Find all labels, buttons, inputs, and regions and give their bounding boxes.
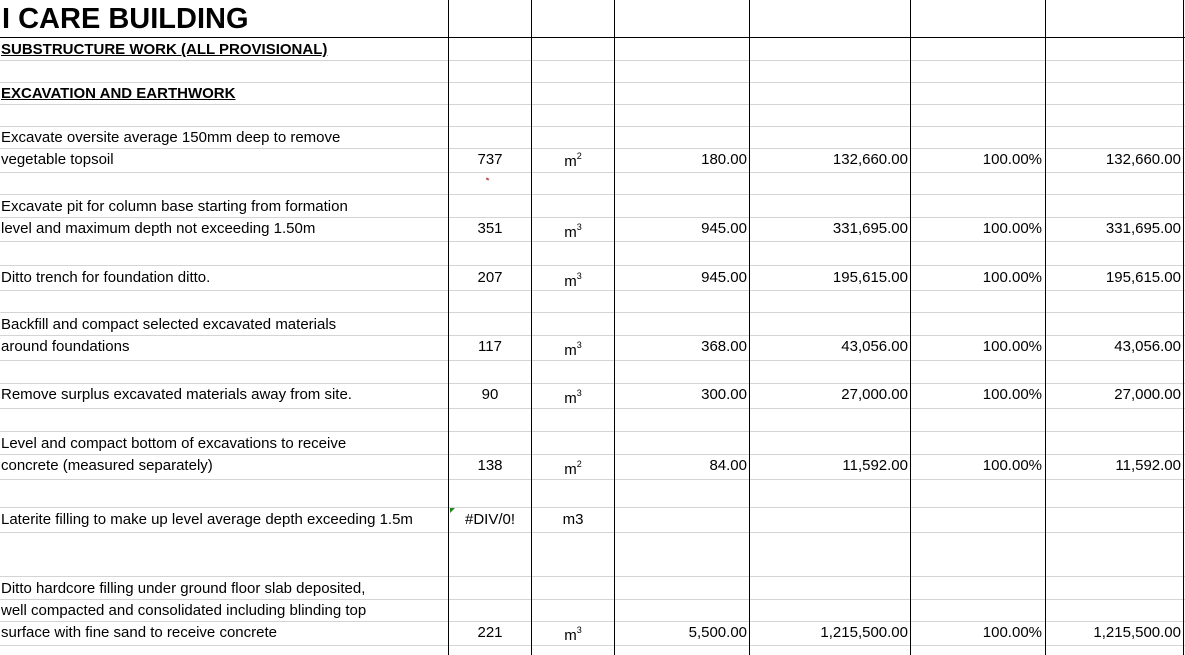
item-total[interactable]: 195,615.00 [1105, 269, 1181, 286]
item-rate[interactable]: 300.00 [701, 386, 747, 403]
item-description: Excavate pit for column base starting from formation [1, 198, 348, 215]
item-percent[interactable]: 100.00% [982, 386, 1042, 403]
item-quantity[interactable]: 737 [477, 151, 503, 168]
item-amount[interactable]: 195,615.00 [832, 269, 908, 286]
column-border [910, 0, 911, 655]
item-unit[interactable]: m3 [562, 511, 584, 528]
item-description: Remove surplus excavated materials away from site. [1, 386, 352, 403]
item-description: Backfill and compact selected excavated materials [1, 316, 337, 333]
item-total[interactable]: 27,000.00 [1114, 386, 1181, 403]
item-description: Ditto trench for foundation ditto. [1, 269, 211, 286]
unit-base: m [564, 461, 577, 478]
unit-base: m [564, 342, 577, 359]
item-unit[interactable] [532, 340, 614, 362]
item-amount[interactable]: 43,056.00 [841, 338, 908, 355]
gridline [0, 265, 1185, 266]
item-description: surface with fine sand to receive concrete [1, 624, 277, 641]
gridline [0, 312, 1185, 313]
item-total[interactable]: 43,056.00 [1114, 338, 1181, 355]
error-indicator-icon [450, 508, 455, 513]
gridline [0, 532, 1185, 533]
item-rate[interactable]: 84.00 [709, 457, 747, 474]
unit-exponent: 3 [576, 388, 582, 398]
item-total[interactable]: 1,215,500.00 [1093, 624, 1181, 641]
stray-mark [486, 177, 490, 180]
unit-exponent: 3 [576, 340, 582, 350]
column-border [749, 0, 750, 655]
unit-exponent: 2 [576, 151, 582, 161]
item-rate[interactable]: 945.00 [701, 220, 747, 237]
item-quantity[interactable]: 221 [477, 624, 503, 641]
item-percent[interactable]: 100.00% [982, 151, 1042, 168]
item-amount[interactable]: 1,215,500.00 [820, 624, 908, 641]
item-amount[interactable]: 27,000.00 [841, 386, 908, 403]
item-rate[interactable]: 180.00 [701, 151, 747, 168]
gridline [0, 431, 1185, 432]
item-quantity-error[interactable]: #DIV/0! [464, 511, 516, 528]
item-total[interactable]: 331,695.00 [1105, 220, 1181, 237]
item-quantity[interactable]: 138 [477, 457, 503, 474]
item-percent[interactable]: 100.00% [982, 624, 1042, 641]
unit-exponent: 2 [576, 459, 582, 469]
unit-base: m [564, 224, 577, 241]
unit-exponent: 3 [576, 222, 582, 232]
item-description: Ditto hardcore filling under ground floor slab deposited, [1, 580, 366, 597]
unit-base: m [564, 627, 577, 644]
item-description: well compacted and consolidated including blinding top [1, 602, 367, 619]
item-unit[interactable] [532, 459, 614, 481]
column-border [1045, 0, 1046, 655]
item-rate[interactable]: 368.00 [701, 338, 747, 355]
item-description: around foundations [1, 338, 130, 355]
column-border [614, 0, 615, 655]
column-border [531, 0, 532, 655]
section-heading: SUBSTRUCTURE WORK (ALL PROVISIONAL) [1, 41, 328, 58]
item-unit[interactable] [532, 388, 614, 410]
item-percent[interactable]: 100.00% [982, 457, 1042, 474]
unit-base: m [564, 390, 577, 407]
unit-base: m [564, 153, 577, 170]
unit-exponent: 3 [576, 625, 582, 635]
unit-exponent: 3 [576, 271, 582, 281]
item-description: vegetable topsoil [1, 151, 114, 168]
item-description: level and maximum depth not exceeding 1.50m [1, 220, 316, 237]
item-total[interactable]: 132,660.00 [1105, 151, 1181, 168]
document-title: I CARE BUILDING [2, 3, 249, 35]
item-description: Level and compact bottom of excavations to receive [1, 435, 347, 452]
subsection-heading: EXCAVATION AND EARTHWORK [1, 85, 236, 102]
item-rate[interactable]: 945.00 [701, 269, 747, 286]
item-percent[interactable]: 100.00% [982, 220, 1042, 237]
item-quantity[interactable]: 207 [477, 269, 503, 286]
item-unit[interactable] [532, 151, 614, 173]
item-unit[interactable] [532, 271, 614, 293]
item-total[interactable]: 11,592.00 [1115, 457, 1181, 474]
item-quantity[interactable]: 351 [477, 220, 503, 237]
item-quantity[interactable]: 90 [481, 386, 499, 403]
unit-base: m [564, 273, 577, 290]
item-description: concrete (measured separately) [1, 457, 213, 474]
item-unit[interactable] [532, 222, 614, 244]
item-amount[interactable]: 132,660.00 [832, 151, 908, 168]
gridline [0, 194, 1185, 195]
column-border [448, 0, 449, 655]
item-description: Excavate oversite average 150mm deep to remove [1, 129, 341, 146]
item-amount[interactable]: 11,592.00 [842, 457, 908, 474]
column-border [1183, 0, 1184, 655]
item-percent[interactable]: 100.00% [982, 338, 1042, 355]
item-quantity[interactable]: 117 [478, 338, 502, 355]
item-unit[interactable] [532, 625, 614, 647]
item-amount[interactable]: 331,695.00 [832, 220, 908, 237]
item-percent[interactable]: 100.00% [982, 269, 1042, 286]
gridline [0, 576, 1185, 577]
gridline [0, 37, 1185, 38]
item-rate[interactable]: 5,500.00 [688, 624, 747, 641]
gridline [0, 507, 1185, 508]
item-description: Laterite filling to make up level average depth exceeding 1.5m [1, 511, 413, 528]
